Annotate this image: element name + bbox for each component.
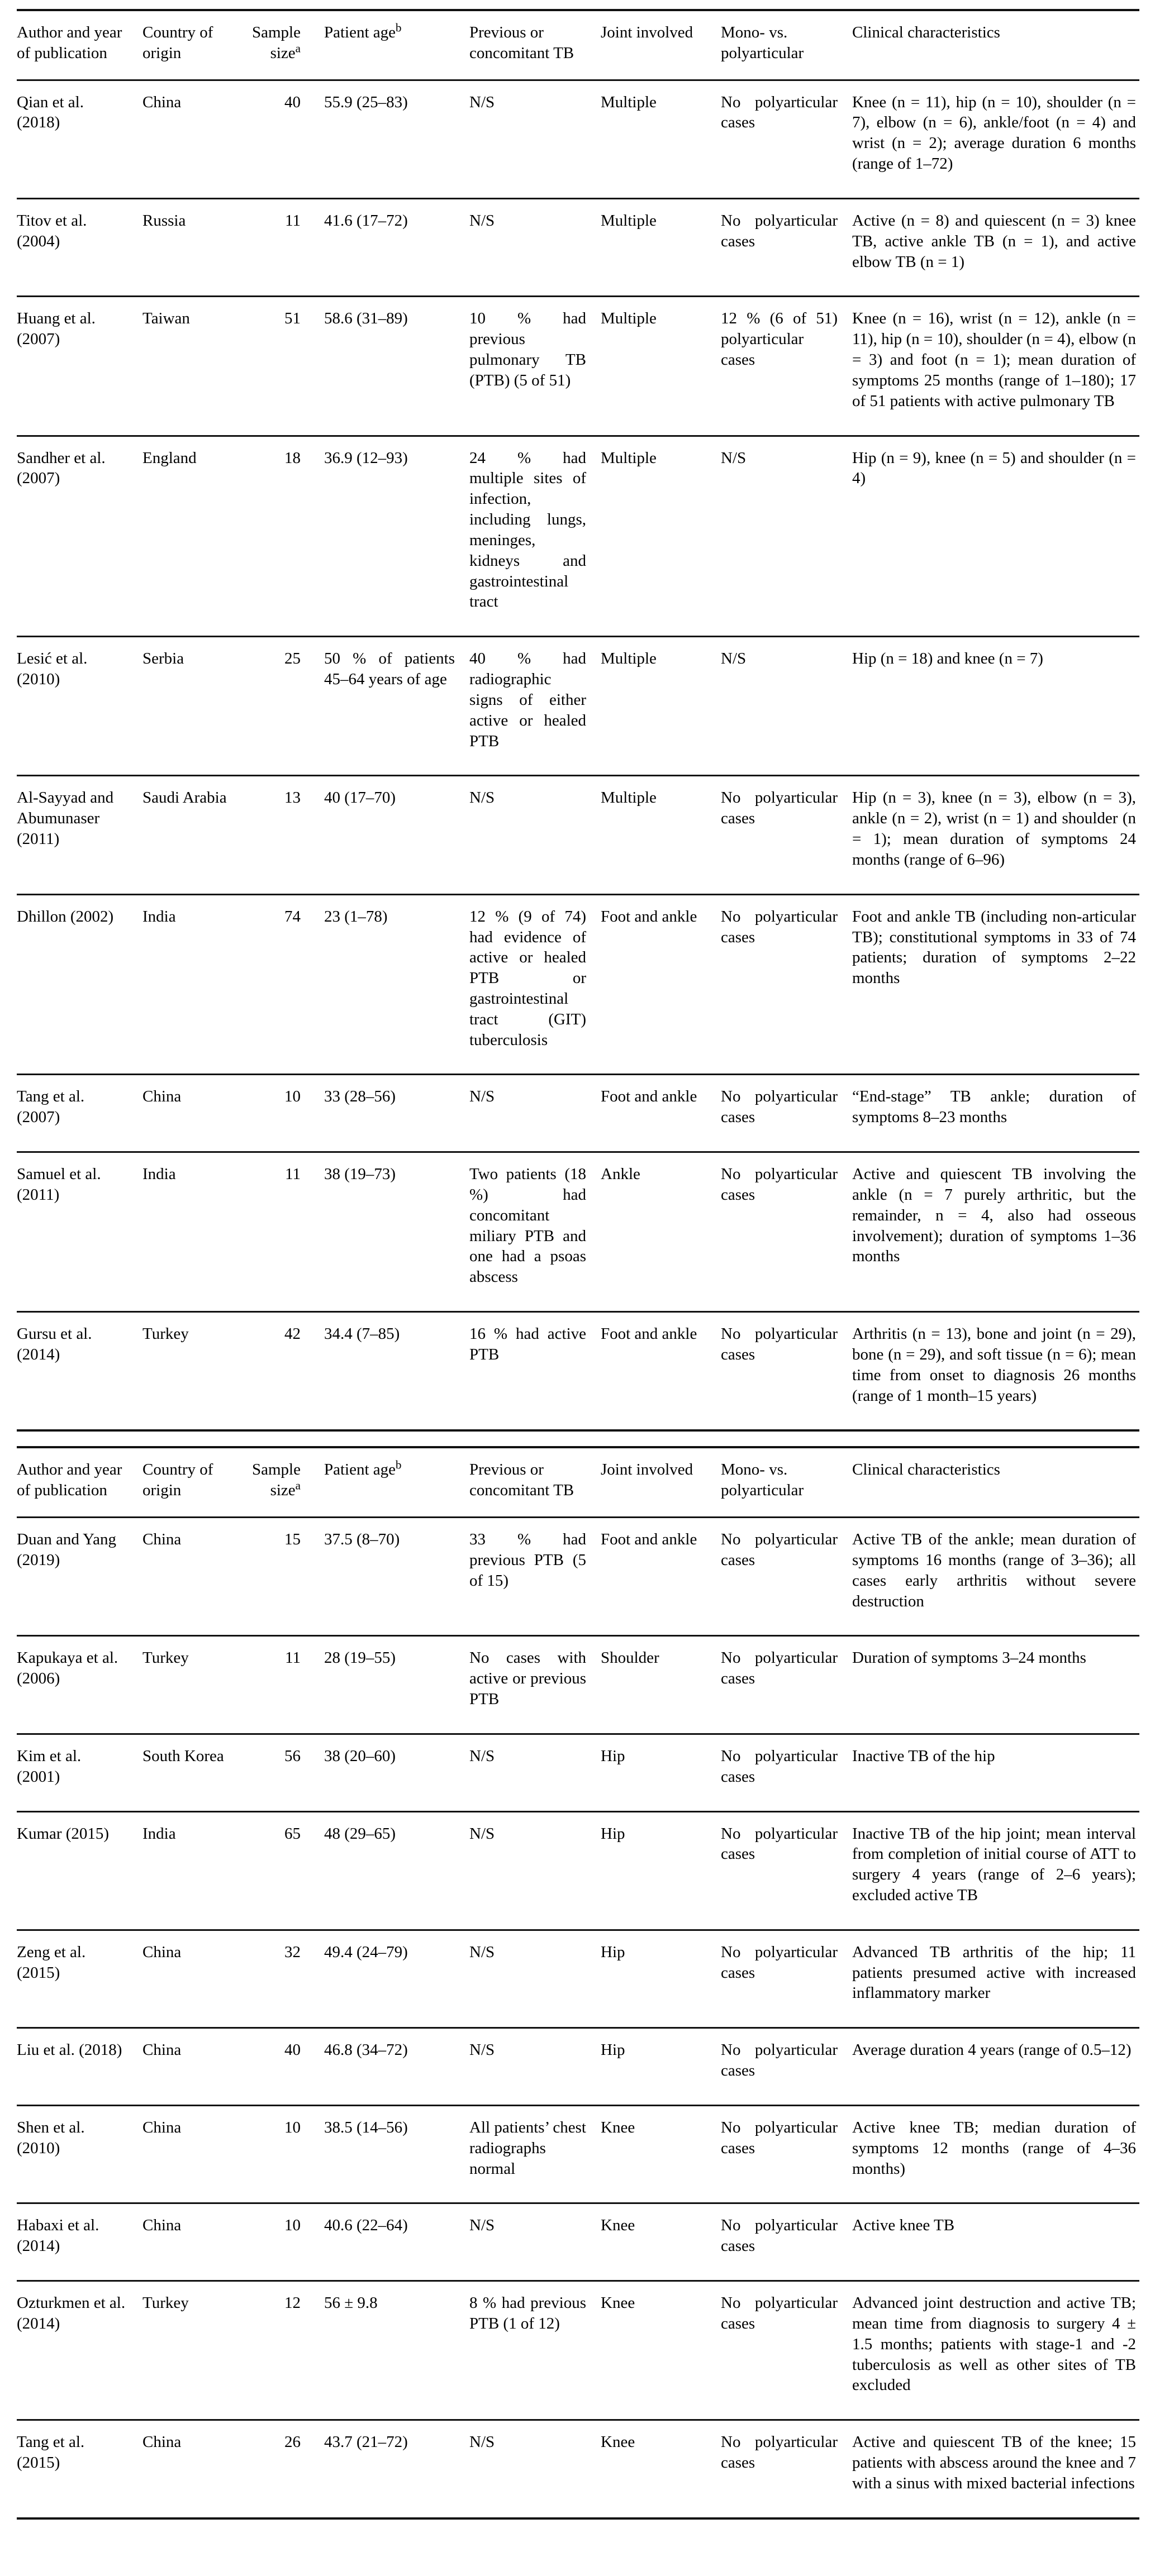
column-header-label: Mono- vs. polyarticular [721,1461,804,1500]
cell-clinical: Active TB of the ankle; mean duration of symptoms 16 months (range of 3–36); all cases early arthritis without severe destruction [852,1530,1136,1610]
table-row [17,2028,1139,2106]
footnote-marker: b [396,21,402,35]
cell-clinical: Hip (n = 9), knee (n = 5) and shoulder (n = 4) [852,449,1136,488]
column-header-label: Patient age [324,1461,396,1479]
table-row [17,1636,1139,1734]
cell-clinical: Inactive TB of the hip joint; mean interval from completion of initial course of ATT to surgery 4 years (range of 2–6 years); excluded active TB [852,1824,1136,1904]
table-row [17,1075,1139,1152]
cell-sample: 11 [285,211,301,230]
header-row [17,10,1139,80]
cell-author: Kumar (2015) [17,1824,110,1843]
footnote-marker: a [295,1478,301,1492]
table-body [17,1518,1139,2518]
footnote-marker: a [295,41,301,55]
cell-joint: Hip [601,1747,625,1765]
cell-country: Serbia [142,650,184,668]
cell-tb: 40 % had radiographic signs of either active or healed PTB [469,650,586,750]
column-header-sample [251,10,324,80]
cell-author: Titov et al. (2004) [17,211,87,250]
cell-clinical: Advanced TB arthritis of the hip; 11 patients presumed active with increased inflammatory marker [852,1943,1136,2002]
cell-age: 56 ± 9.8 [324,2294,378,2312]
column-header-label: Previous or concomitant TB [469,1461,574,1500]
cell-author: Duan and Yang (2019) [17,1530,117,1569]
cell-country: Turkey [142,2294,189,2312]
studies-table-part-1 [17,9,1139,1432]
cell-mono: No polyarticular cases [721,1824,838,1863]
column-header-country [142,1447,251,1517]
cell-author: Al-Sayyad and Abumunaser (2011) [17,789,114,848]
cell-sample: 10 [284,2118,301,2136]
cell-tb: 16 % had active PTB [469,1325,586,1363]
cell-clinical: Duration of symptoms 3–24 months [852,1649,1086,1667]
cell-age: 55.9 (25–83) [324,93,408,111]
cell-tb: All patients’ chest radiographs normal [469,2118,586,2178]
cell-author: Samuel et al. (2011) [17,1165,101,1204]
table-row [17,776,1139,894]
cell-mono: No polyarticular cases [721,2118,838,2157]
cell-country: China [142,1943,182,1961]
cell-sample: 13 [284,789,301,807]
cell-country: Russia [142,211,186,230]
cell-joint: Multiple [601,211,657,230]
cell-mono: No polyarticular cases [721,789,838,828]
column-header-label: Sample size [252,1461,301,1500]
cell-age: 40 (17–70) [324,789,396,807]
studies-table-part-2 [17,1446,1139,2519]
cell-age: 23 (1–78) [324,907,388,926]
column-header-author [17,10,142,80]
cell-age: 33 (28–56) [324,1087,396,1106]
cell-joint: Shoulder [601,1649,659,1667]
column-header-joint [601,10,721,80]
cell-age: 38 (20–60) [324,1747,396,1765]
cell-joint: Foot and ankle [601,1530,697,1549]
cell-clinical: Inactive TB of the hip [852,1747,995,1765]
cell-sample: 11 [285,1649,301,1667]
cell-country: Saudi Arabia [142,789,227,807]
table-row [17,198,1139,296]
cell-clinical: Average duration 4 years (range of 0.5–12) [852,2041,1132,2059]
table-row [17,2281,1139,2420]
cell-country: Turkey [142,1649,189,1667]
cell-sample: 65 [284,1824,301,1843]
cell-sample: 40 [284,2041,301,2059]
cell-joint: Multiple [601,93,657,111]
cell-age: 49.4 (24–79) [324,1943,408,1961]
cell-tb: 24 % had multiple sites of infection, including lungs, meninges, kidneys and gastrointestinal tract [469,449,586,611]
cell-sample: 56 [284,1747,301,1765]
table-row [17,2105,1139,2203]
table-body [17,80,1139,1430]
cell-joint: Knee [601,2216,635,2235]
cell-joint: Multiple [601,789,657,807]
column-header-label: Joint involved [601,1461,693,1479]
column-header-label: Author and year of publication [17,23,122,62]
cell-mono: No polyarticular cases [721,2294,838,2332]
cell-age: 28 (19–55) [324,1649,396,1667]
column-header-age [324,1447,469,1517]
table-row [17,894,1139,1075]
cell-sample: 10 [284,1087,301,1106]
cell-tb: N/S [469,1943,495,1961]
cell-tb: 33 % had previous PTB (5 of 15) [469,1530,586,1590]
cell-sample: 12 [284,2294,301,2312]
cell-tb: 12 % (9 of 74) had evidence of active or healed PTB or gastrointestinal tract (GIT) tuberculosis [469,907,586,1049]
cell-author: Dhillon (2002) [17,907,114,926]
cell-mono: No polyarticular cases [721,1649,838,1688]
cell-country: China [142,2041,182,2059]
cell-country: China [142,1087,182,1106]
column-header-tb [469,1447,601,1517]
cell-sample: 10 [284,2216,301,2235]
cell-author: Gursu et al. (2014) [17,1325,92,1363]
cell-sample: 32 [284,1943,301,1961]
table-row [17,1811,1139,1930]
cell-mono: No polyarticular cases [721,1325,838,1363]
cell-clinical: Hip (n = 18) and knee (n = 7) [852,650,1043,668]
cell-tb: Two patients (18 %) had concomitant miliary PTB and one had a psoas abscess [469,1165,586,1286]
cell-age: 38.5 (14–56) [324,2118,408,2136]
cell-mono: No polyarticular cases [721,1530,838,1569]
cell-age: 58.6 (31–89) [324,309,408,328]
cell-author: Tang et al. (2015) [17,2433,85,2472]
column-header-label: Patient age [324,23,396,41]
column-header-label: Previous or concomitant TB [469,23,574,62]
cell-author: Lesić et al. (2010) [17,650,88,689]
cell-joint: Foot and ankle [601,1087,697,1106]
table-row [17,436,1139,637]
column-header-label: Sample size [252,23,301,62]
cell-joint: Hip [601,1824,625,1843]
cell-clinical: Knee (n = 11), hip (n = 10), shoulder (n = 7), elbow (n = 6), ankle/foot (n = 4) and wrist (n = 2); average duration 6 months (range of 1–72) [852,93,1136,173]
cell-joint: Knee [601,2433,635,2451]
cell-mono: No polyarticular cases [721,907,838,946]
column-header-country [142,10,251,80]
cell-mono: No polyarticular cases [721,211,838,250]
cell-country: China [142,2433,182,2451]
cell-clinical: Advanced joint destruction and active TB; mean time from diagnosis to surgery 4 ± 1.5 months; patients with stage-1 and -2 tuberculosis as well as other sites of TB excluded [852,2294,1136,2394]
table-row [17,1930,1139,2028]
cell-tb: N/S [469,1747,495,1765]
column-header-sample [251,1447,324,1517]
cell-mono: No polyarticular cases [721,2216,838,2255]
cell-tb: N/S [469,2041,495,2059]
cell-age: 41.6 (17–72) [324,211,408,230]
cell-joint: Multiple [601,650,657,668]
cell-joint: Knee [601,2294,635,2312]
column-header-label: Country of origin [142,1461,213,1500]
column-header-mono [721,1447,852,1517]
column-header-label: Joint involved [601,23,693,41]
cell-tb: N/S [469,93,495,111]
cell-author: Habaxi et al. (2014) [17,2216,99,2255]
cell-clinical: Active (n = 8) and quiescent (n = 3) knee TB, active ankle TB (n = 1), and active elbow TB (n = 1) [852,211,1136,271]
cell-age: 36.9 (12–93) [324,449,408,467]
cell-author: Sandher et al. (2007) [17,449,106,488]
cell-mono: No polyarticular cases [721,1165,838,1204]
cell-joint: Hip [601,2041,625,2059]
cell-clinical: “End-stage” TB ankle; duration of symptoms 8–23 months [852,1087,1136,1127]
cell-author: Huang et al. (2007) [17,309,96,349]
table-row [17,80,1139,198]
column-header-tb [469,10,601,80]
cell-age: 38 (19–73) [324,1165,396,1184]
cell-joint: Multiple [601,309,657,328]
cell-country: India [142,1165,176,1184]
table-row [17,297,1139,436]
column-header-mono [721,10,852,80]
cell-clinical: Arthritis (n = 13), bone and joint (n = 29), bone (n = 29), and soft tissue (n = 6); mean time from onset to diagnosis 26 months (range of 1 month–15 years) [852,1325,1136,1405]
cell-age: 46.8 (34–72) [324,2041,408,2059]
cell-author: Kapukaya et al. (2006) [17,1649,118,1688]
cell-mono: No polyarticular cases [721,93,838,132]
table-row [17,637,1139,776]
cell-country: Taiwan [142,309,190,328]
cell-author: Shen et al. (2010) [17,2118,85,2157]
cell-tb: 8 % had previous PTB (1 of 12) [469,2294,586,2332]
cell-joint: Ankle [601,1165,640,1184]
column-header-joint [601,1447,721,1517]
table-row [17,1312,1139,1431]
cell-sample: 74 [284,907,301,926]
column-header-label: Country of origin [142,23,213,62]
cell-country: England [142,449,197,467]
cell-country: Turkey [142,1325,189,1343]
cell-tb: N/S [469,211,495,230]
cell-tb: N/S [469,789,495,807]
cell-mono: No polyarticular cases [721,2433,838,2472]
cell-age: 40.6 (22–64) [324,2216,408,2235]
cell-mono: N/S [721,650,747,668]
table-row [17,1734,1139,1811]
cell-joint: Foot and ankle [601,1325,697,1343]
cell-tb: N/S [469,2433,495,2451]
table-row [17,2420,1139,2518]
cell-tb: No cases with active or previous PTB [469,1649,586,1709]
cell-age: 37.5 (8–70) [324,1530,400,1549]
cell-country: China [142,1530,182,1549]
cell-tb: N/S [469,2216,495,2235]
cell-joint: Foot and ankle [601,907,697,926]
cell-sample: 18 [284,449,301,467]
cell-sample: 11 [285,1165,301,1184]
cell-author: Liu et al. (2018) [17,2041,122,2059]
cell-age: 43.7 (21–72) [324,2433,408,2451]
table-header [17,10,1139,80]
column-header-clinical [852,1447,1139,1517]
cell-country: India [142,1824,176,1843]
cell-clinical: Active knee TB; median duration of symptoms 12 months (range of 4–36 months) [852,2118,1136,2178]
cell-clinical: Foot and ankle TB (including non-articular TB); constitutional symptoms in 33 of 74 patients; duration of symptoms 2–22 months [852,907,1136,988]
cell-sample: 15 [284,1530,301,1549]
column-header-label: Clinical characteristics [852,1461,1000,1479]
column-header-clinical [852,10,1139,80]
cell-clinical: Knee (n = 16), wrist (n = 12), ankle (n = 11), hip (n = 10), shoulder (n = 4), elbow (n = 3) and foot (n = 1); mean duration of symptoms 25 months (range of 1–180); 17 of 51 patients with active pulmonary TB [852,309,1136,410]
cell-clinical: Hip (n = 3), knee (n = 3), elbow (n = 3), ankle (n = 2), wrist (n = 1) and shoulder (n = 1); mean duration of symptoms 24 months (range of 6–96) [852,789,1136,869]
cell-mono: No polyarticular cases [721,1943,838,1982]
cell-clinical: Active and quiescent TB involving the ankle (n = 7 purely arthritic, but the remainder, n = 4, also had osseous involvement); duration of symptoms 1–36 months [852,1165,1136,1266]
cell-author: Zeng et al. (2015) [17,1943,86,1982]
cell-tb: N/S [469,1824,495,1843]
header-row [17,1447,1139,1517]
cell-joint: Hip [601,1943,625,1961]
cell-mono: No polyarticular cases [721,2041,838,2080]
cell-sample: 25 [284,650,301,668]
cell-sample: 51 [284,309,301,328]
column-header-label: Clinical characteristics [852,23,1000,41]
cell-mono: 12 % (6 of 51) polyarticular cases [721,309,838,369]
cell-country: China [142,2216,182,2235]
cell-tb: N/S [469,1087,495,1106]
cell-author: Tang et al. (2007) [17,1087,85,1127]
cell-clinical: Active knee TB [852,2216,955,2235]
footnote-marker: b [396,1458,402,1472]
cell-author: Qian et al. (2018) [17,93,84,132]
column-header-label: Author and year of publication [17,1461,122,1500]
cell-joint: Multiple [601,449,657,467]
cell-country: South Korea [142,1747,224,1765]
cell-sample: 42 [284,1325,301,1343]
cell-mono: N/S [721,449,747,467]
cell-author: Ozturkmen et al. (2014) [17,2294,126,2332]
table-row [17,1518,1139,1636]
cell-mono: No polyarticular cases [721,1087,838,1127]
cell-age: 50 % of patients 45–64 years of age [324,650,455,689]
cell-country: China [142,93,182,111]
cell-sample: 40 [284,93,301,111]
table-row [17,2203,1139,2281]
cell-country: India [142,907,176,926]
cell-mono: No polyarticular cases [721,1747,838,1786]
table-row [17,1152,1139,1312]
cell-country: China [142,2118,182,2136]
column-header-label: Mono- vs. polyarticular [721,23,804,62]
column-header-author [17,1447,142,1517]
cell-sample: 26 [284,2433,301,2451]
table-header [17,1447,1139,1517]
cell-age: 34.4 (7–85) [324,1325,400,1343]
cell-age: 48 (29–65) [324,1824,396,1843]
cell-clinical: Active and quiescent TB of the knee; 15 patients with abscess around the knee and 7 with a sinus with mixed bacterial infections [852,2433,1136,2492]
column-header-age [324,10,469,80]
cell-tb: 10 % had previous pulmonary TB (PTB) (5 of 51) [469,309,586,389]
cell-joint: Knee [601,2118,635,2136]
cell-author: Kim et al. (2001) [17,1747,82,1786]
